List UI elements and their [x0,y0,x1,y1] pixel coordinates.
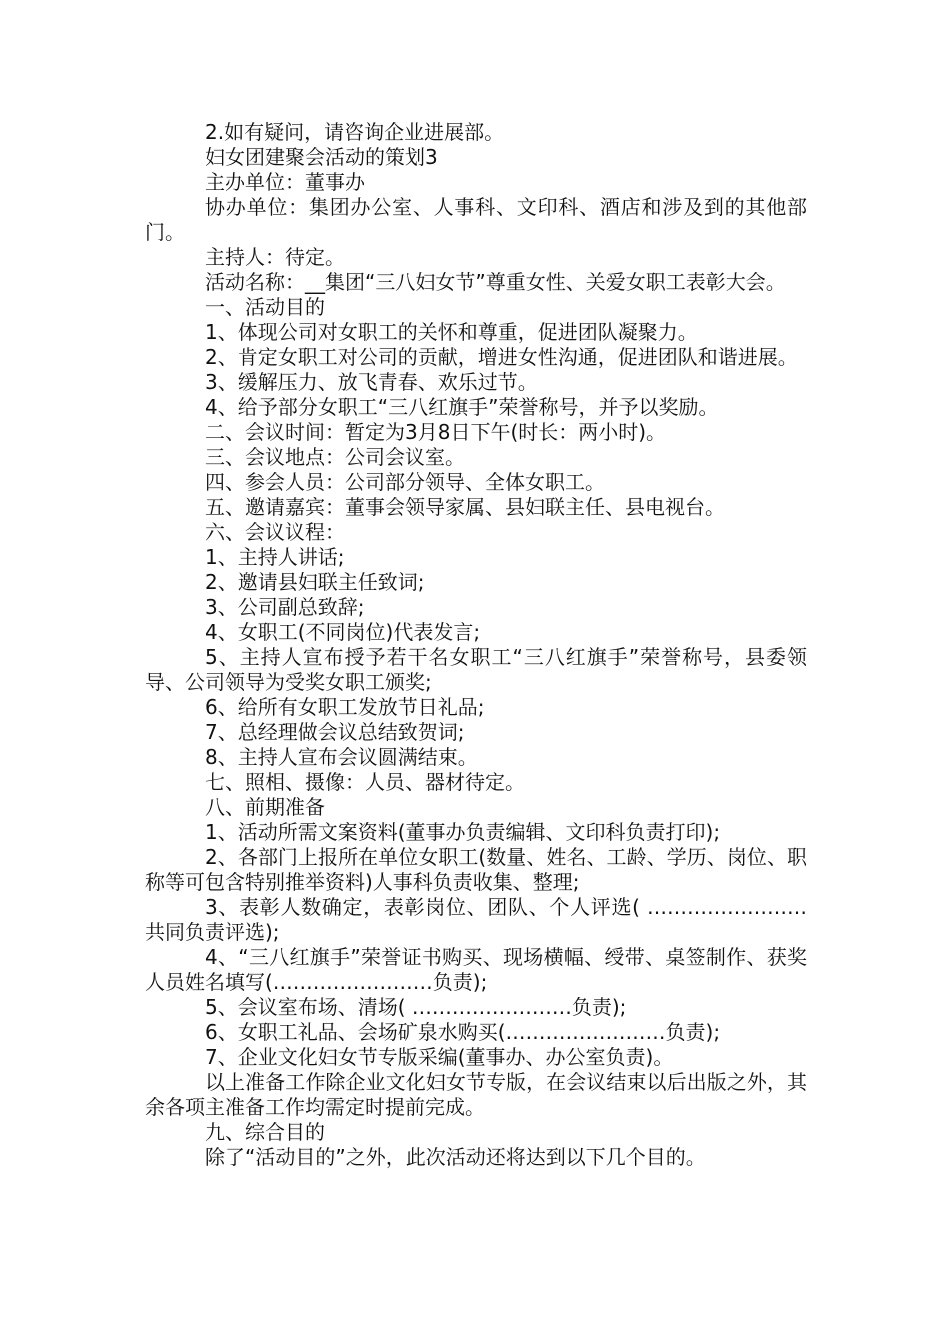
document-body [145,120,807,1170]
paragraph: 2、肯定女职工对公司的贡献，增进女性沟通，促进团队和谐进展。 [205,345,798,369]
section-heading: 八、前期准备 [205,795,325,819]
paragraph: 4、“三八红旗手”荣誉证书购买、现场横幅、绶带、桌签制作、获奖人员姓名填写(……………………负责); [145,945,807,994]
section-heading: 三、会议地点：公司会议室。 [205,445,465,469]
paragraph: 7、总经理做会议总结致贺词; [205,720,465,744]
paragraph: 1、体现公司对女职工的关怀和尊重，促进团队凝聚力。 [205,320,698,344]
paragraph: 1、主持人讲话; [205,545,345,569]
paragraph: 1、活动所需文案资料(董事办负责编辑、文印科负责打印); [205,820,721,844]
paragraph: 2、各部门上报所在单位女职工(数量、姓名、工龄、学历、岗位、职称等可包含特别推举资料)人事科负责收集、整理; [145,845,807,894]
section-heading: 六、会议议程： [205,520,345,544]
paragraph: 3、表彰人数确定，表彰岗位、团队、个人评选( ……………………共同负责评选); [145,895,807,944]
paragraph: 协办单位：集团办公室、人事科、文印科、酒店和涉及到的其他部门。 [145,195,807,244]
section-heading: 二、会议时间：暂定为3月8日下午(时长：两小时)。 [205,420,667,444]
paragraph: 2、邀请县妇联主任致词; [205,570,425,594]
paragraph: 以上准备工作除企业文化妇女节专版，在会议结束以后出版之外，其余各项主准备工作均需定时提前完成。 [145,1070,807,1119]
paragraph: 4、女职工(不同岗位)代表发言; [205,620,481,644]
paragraph: 4、给予部分女职工“三八红旗手”荣誉称号，并予以奖励。 [205,395,719,419]
paragraph: 8、主持人宣布会议圆满结束。 [205,745,478,769]
section-heading: 九、综合目的 [205,1120,325,1144]
paragraph: 妇女团建聚会活动的策划3 [205,145,438,169]
section-heading: 一、活动目的 [205,295,325,319]
paragraph: 主持人：待定。 [205,245,345,269]
paragraph: 6、女职工礼品、会场矿泉水购买(……………………负责); [205,1020,721,1044]
paragraph: 除了“活动目的”之外，此次活动还将达到以下几个目的。 [205,1145,706,1169]
section-heading: 七、照相、摄像：人员、器材待定。 [205,770,525,794]
section-heading: 五、邀请嘉宾：董事会领导家属、县妇联主任、县电视台。 [205,495,725,519]
paragraph: 2.如有疑问，请咨询企业进展部。 [205,120,505,144]
paragraph: 5、会议室布场、清场( ……………………负责); [205,995,627,1019]
paragraph: 主办单位：董事办 [205,170,365,194]
paragraph: 5、主持人宣布授予若干名女职工“三八红旗手”荣誉称号，县委领导、公司领导为受奖女职工颁奖; [145,645,807,694]
section-heading: 四、参会人员：公司部分领导、全体女职工。 [205,470,605,494]
paragraph: 3、公司副总致辞; [205,595,365,619]
paragraph: 活动名称：__集团“三八妇女节”尊重女性、关爱女职工表彰大会。 [205,270,786,294]
paragraph: 7、企业文化妇女节专版采编(董事办、办公室负责)。 [205,1045,674,1069]
paragraph: 3、缓解压力、放飞青春、欢乐过节。 [205,370,538,394]
paragraph: 6、给所有女职工发放节日礼品; [205,695,485,719]
